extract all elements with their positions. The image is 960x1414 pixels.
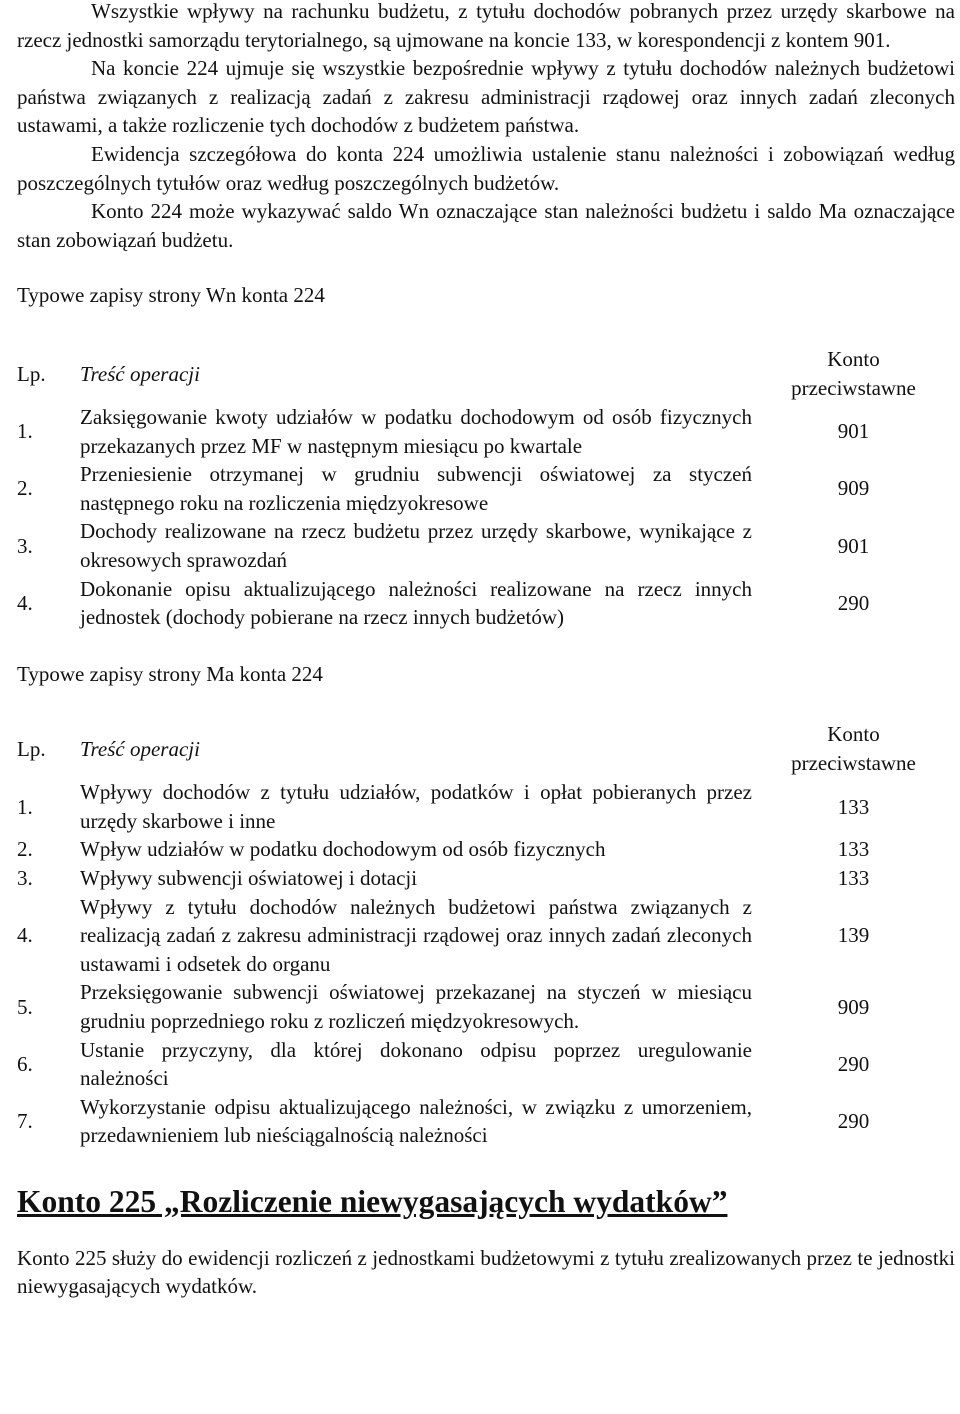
konto225-heading: Konto 225 „Rozliczenie niewygasających wydatków” (17, 1184, 728, 1219)
row-description: Wpływy z tytułu dochodów należnych budżetowi państwa związanych z realizacją zadań z zakresu administracji rządowej oraz innych zadań zleconych ustawami i odsetek do organu (80, 894, 752, 976)
ma-header-account-line1: Konto (827, 722, 880, 747)
row-account: 909 (837, 476, 870, 501)
intro-paragraph-1: Wszystkie wpływy na rachunku budżetu, z tytułu dochodów pobranych przez urzędy skarbowe na rzecz jednostki samorządu terytorialnego, są ujmowane na koncie 133, w korespondencji z kontem 901. (17, 0, 955, 52)
row-account: 909 (837, 994, 870, 1019)
wn-table-header-row (17, 345, 955, 403)
row-description: Wpływy dochodów z tytułu udziałów, podatków i opłat pobieranych przez urzędy skarbowe i inne (80, 780, 752, 833)
row-account: 133 (837, 794, 870, 819)
row-description: Przeksięgowanie subwencji oświatowej przekazanej na styczeń w miesiącu grudniu poprzedniego roku z rozliczeń międzyokresowych. (80, 980, 752, 1034)
wn-header-content: Treść operacji (80, 361, 200, 386)
row-number: 7. (17, 1109, 33, 1134)
row-number: 6. (17, 1051, 33, 1076)
table-row (17, 1093, 955, 1150)
ma-header-lp: Lp. (17, 736, 46, 761)
table-row (17, 460, 955, 517)
table-row (17, 893, 955, 979)
row-account: 139 (837, 923, 870, 948)
row-number: 3. (17, 866, 33, 891)
ma-section-title: Typowe zapisy strony Ma konta 224 (17, 661, 323, 686)
row-number: 2. (17, 476, 33, 501)
row-account: 901 (837, 533, 870, 558)
row-account: 290 (837, 1051, 870, 1076)
wn-entries-table (17, 345, 955, 632)
row-number: 5. (17, 994, 33, 1019)
table-row (17, 1036, 955, 1093)
table-row (17, 835, 955, 864)
row-account: 290 (837, 590, 870, 615)
row-number: 4. (17, 590, 33, 615)
table-row (17, 778, 955, 835)
row-account: 133 (837, 837, 870, 862)
table-row (17, 978, 955, 1035)
intro-paragraph-3: Ewidencja szczegółowa do konta 224 umożliwia ustalenie stanu należności i zobowiązań według poszczególnych tytułów oraz według poszczególnych budżetów. (17, 141, 955, 195)
intro-paragraph-4: Konto 224 może wykazywać saldo Wn oznaczające stan należności budżetu i saldo Ma oznaczające stan zobowiązań budżetu. (17, 199, 955, 252)
row-number: 1. (17, 794, 33, 819)
row-description: Zaksięgowanie kwoty udziałów w podatku dochodowym od osób fizycznych przekazanych przez MF w następnym miesiącu po kwartale (80, 404, 752, 458)
row-description: Przeniesienie otrzymanej w grudniu subwencji oświatowej za styczeń następnego roku na rozliczenia międzyokresowe (80, 462, 752, 515)
konto225-paragraph: Konto 225 służy do ewidencji rozliczeń z jednostkami budżetowymi z tytułu zrealizowanych przez te jednostki niewygasających wydatków. (17, 1245, 955, 1299)
wn-section-title: Typowe zapisy strony Wn konta 224 (17, 283, 325, 308)
row-number: 1. (17, 419, 33, 444)
row-number: 3. (17, 533, 33, 558)
row-description: Dochody realizowane na rzecz budżetu przez urzędy skarbowe, wynikające z okresowych sprawozdań (80, 519, 752, 572)
table-row (17, 864, 955, 893)
row-account: 133 (837, 866, 870, 891)
row-number: 4. (17, 923, 33, 948)
row-description: Ustanie przyczyny, dla której dokonano odpisu poprzez uregulowanie należności (80, 1037, 752, 1091)
ma-header-account (752, 720, 955, 778)
row-account: 290 (837, 1109, 870, 1134)
ma-table-header-row (17, 720, 955, 778)
table-row (17, 403, 955, 460)
row-description: Dokonanie opisu aktualizującego należności realizowane na rzecz innych jednostek (dochody pobierane na rzecz innych budżetów) (80, 576, 752, 630)
intro-paragraph-2: Na koncie 224 ujmuje się wszystkie bezpośrednie wpływy z tytułu dochodów należnych budżetowi państwa związanych z realizacją zadań z zakresu administracji rządowej oraz innych zadań zleconych ustawami, a także rozliczenie tych dochodów z budżetem państwa. (17, 56, 955, 138)
row-number: 2. (17, 837, 33, 862)
wn-header-account-line1: Konto (827, 346, 880, 371)
wn-header-lp: Lp. (17, 361, 46, 386)
row-account: 901 (837, 419, 870, 444)
table-row (17, 517, 955, 574)
table-row (17, 575, 955, 632)
ma-entries-table (17, 720, 955, 1150)
wn-header-account-line2: przeciwstawne (791, 375, 916, 400)
row-description: Wpływy subwencji oświatowej i dotacji (80, 866, 418, 891)
wn-header-account (752, 345, 955, 403)
row-description: Wykorzystanie odpisu aktualizującego należności, w związku z umorzeniem, przedawnieniem lub nieściągalnością należności (80, 1094, 752, 1148)
document-page (17, 0, 955, 1301)
ma-header-account-line2: przeciwstawne (791, 751, 916, 776)
ma-header-content: Treść operacji (80, 736, 200, 761)
row-description: Wpływ udziałów w podatku dochodowym od osób fizycznych (80, 837, 606, 862)
